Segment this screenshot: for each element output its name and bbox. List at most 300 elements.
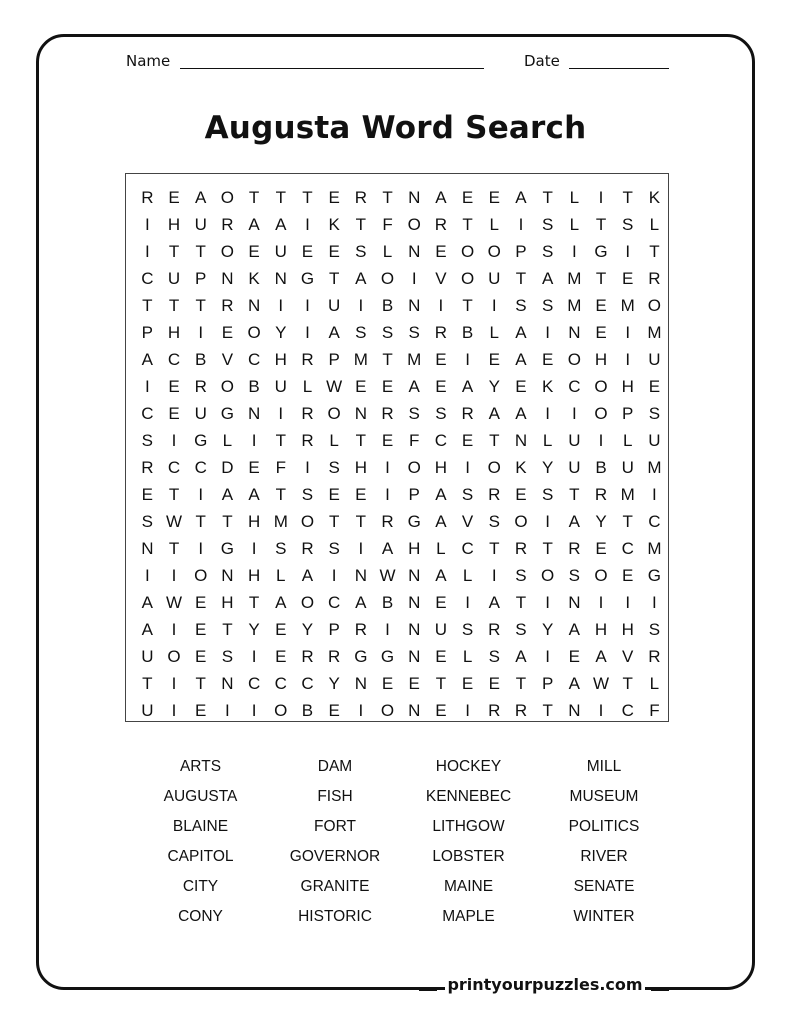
grid-letter: A — [221, 484, 234, 504]
grid-letter: I — [305, 295, 310, 315]
grid-letter: C — [141, 403, 154, 423]
grid-letter: A — [355, 592, 367, 612]
grid-letter: G — [194, 430, 208, 450]
grid-letter: T — [328, 511, 340, 531]
grid-letter: R — [648, 268, 661, 288]
grid-letter: E — [488, 673, 500, 693]
grid-letter: Y — [248, 619, 260, 639]
grid-letter: A — [435, 511, 447, 531]
grid-letter: E — [195, 592, 207, 612]
grid-letter: L — [622, 430, 633, 450]
word-list-item: DAM — [317, 758, 353, 775]
grid-row — [134, 508, 668, 535]
grid-letter: O — [594, 376, 608, 396]
grid-letter: U — [568, 430, 581, 450]
grid-letter: T — [222, 619, 233, 639]
grid-letter: Y — [541, 619, 554, 639]
grid-letter: F — [382, 214, 393, 234]
grid-letter: C — [648, 511, 661, 531]
word-list-item: HOCKEY — [435, 758, 502, 775]
grid-letter: I — [171, 619, 177, 639]
grid-letter: U — [274, 241, 287, 261]
grid-letter: T — [515, 268, 527, 288]
grid-letter: B — [595, 457, 607, 477]
grid-letter: P — [141, 322, 154, 342]
grid-letter: T — [222, 511, 233, 531]
grid-letter: T — [382, 349, 393, 369]
grid-letter: N — [568, 592, 581, 612]
date-field-line — [569, 68, 669, 69]
grid-letter: N — [408, 241, 421, 261]
grid-letter: I — [144, 241, 150, 261]
grid-letter: E — [488, 187, 500, 207]
grid-letter: E — [381, 430, 394, 450]
grid-letter: S — [461, 619, 474, 639]
grid-letter: R — [301, 403, 314, 423]
grid-letter: O — [327, 403, 341, 423]
grid-letter: T — [168, 241, 180, 261]
grid-letter: N — [354, 403, 367, 423]
grid-letter: I — [598, 700, 604, 720]
grid-letter: E — [622, 565, 634, 585]
grid-letter: I — [278, 403, 284, 423]
grid-letter: S — [568, 565, 581, 585]
grid-letter: S — [461, 484, 474, 504]
grid-letter: E — [461, 673, 474, 693]
grid-letter: U — [568, 457, 581, 477]
grid-letter: O — [647, 295, 662, 315]
grid-letter: L — [569, 187, 580, 207]
grid-letter: E — [435, 376, 447, 396]
grid-letter: R — [221, 295, 234, 315]
grid-letter: P — [515, 241, 527, 261]
grid-letter: N — [274, 268, 287, 288]
grid-letter: L — [329, 430, 339, 450]
grid-letter: E — [595, 322, 607, 342]
grid-letter: N — [568, 700, 581, 720]
grid-letter: T — [622, 511, 633, 531]
grid-letter: R — [381, 403, 394, 423]
footer-rule-right — [651, 988, 669, 991]
word-list-item: MAPLE — [442, 908, 495, 925]
grid-letter: C — [621, 700, 634, 720]
grid-letter: E — [195, 700, 207, 720]
grid-letter: E — [408, 673, 420, 693]
grid-letter: E — [168, 187, 180, 207]
grid-letter: E — [328, 187, 340, 207]
grid-letter: A — [568, 511, 581, 531]
grid-letter: O — [514, 511, 528, 531]
grid-letter: I — [305, 457, 310, 477]
grid-letter: T — [462, 214, 473, 234]
grid-letter: B — [248, 376, 260, 396]
grid-letter: I — [545, 322, 551, 342]
grid-letter: M — [273, 511, 288, 531]
grid-letter: L — [302, 376, 313, 396]
grid-letter: A — [541, 268, 554, 288]
grid-row — [134, 481, 668, 508]
grid-letter: W — [379, 565, 396, 585]
grid-letter: M — [407, 349, 422, 369]
grid-row — [134, 562, 668, 589]
grid-letter: T — [168, 295, 180, 315]
grid-letter: I — [598, 592, 604, 612]
grid-letter: R — [648, 646, 661, 666]
grid-letter: C — [167, 457, 181, 477]
grid-letter: A — [568, 673, 581, 693]
footer-rule-left — [419, 988, 437, 991]
word-list-item: LITHGOW — [432, 818, 505, 835]
grid-letter: A — [248, 484, 260, 504]
grid-row — [134, 346, 668, 373]
grid-letter: T — [195, 241, 206, 261]
grid-letter: R — [301, 430, 314, 450]
grid-letter: N — [408, 592, 421, 612]
grid-letter: M — [620, 295, 635, 315]
grid-letter: I — [518, 214, 524, 234]
grid-letter: S — [381, 322, 394, 342]
grid-row — [134, 373, 668, 400]
grid-letter: U — [167, 268, 181, 288]
word-list-item: WINTER — [573, 908, 635, 925]
grid-letter: T — [142, 295, 153, 315]
grid-letter: M — [647, 538, 662, 558]
grid-letter: A — [461, 376, 474, 396]
grid-letter: R — [434, 214, 448, 234]
grid-letter: T — [195, 673, 206, 693]
letter-grid — [134, 184, 668, 724]
grid-row — [134, 211, 668, 238]
grid-row — [134, 400, 668, 427]
grid-row — [134, 238, 668, 265]
grid-letter: I — [491, 295, 497, 315]
grid-letter: L — [462, 646, 473, 666]
grid-letter: I — [198, 484, 204, 504]
grid-letter: S — [408, 403, 420, 423]
grid-letter: U — [648, 430, 661, 450]
grid-letter: T — [649, 241, 660, 261]
grid-letter: O — [300, 511, 315, 531]
grid-letter: T — [462, 295, 473, 315]
grid-letter: N — [408, 619, 421, 639]
grid-letter: A — [301, 565, 314, 585]
grid-letter: A — [435, 565, 447, 585]
grid-letter: S — [328, 457, 340, 477]
grid-letter: R — [488, 619, 501, 639]
grid-letter: T — [542, 187, 553, 207]
grid-letter: I — [385, 619, 390, 639]
grid-letter: H — [621, 376, 634, 396]
grid-letter: N — [408, 295, 421, 315]
grid-letter: A — [488, 592, 500, 612]
grid-letter: E — [381, 673, 394, 693]
grid-letter: O — [300, 592, 315, 612]
grid-letter: E — [515, 376, 527, 396]
grid-letter: N — [221, 673, 234, 693]
grid-letter: U — [328, 295, 341, 315]
grid-letter: L — [649, 673, 660, 693]
grid-letter: A — [248, 214, 260, 234]
grid-letter: S — [221, 646, 234, 666]
grid-letter: Y — [488, 376, 500, 396]
grid-letter: W — [166, 592, 183, 612]
grid-letter: O — [194, 565, 208, 585]
grid-letter: U — [648, 349, 661, 369]
grid-letter: A — [275, 592, 287, 612]
grid-letter: N — [247, 295, 261, 315]
word-list-item: FISH — [317, 788, 353, 805]
grid-letter: I — [198, 538, 204, 558]
grid-letter: V — [221, 349, 234, 369]
grid-letter: T — [569, 484, 580, 504]
grid-letter: T — [302, 187, 313, 207]
grid-letter: T — [275, 430, 286, 450]
grid-letter: T — [328, 268, 340, 288]
grid-letter: P — [622, 403, 634, 423]
grid-letter: O — [220, 187, 235, 207]
grid-letter: K — [328, 214, 340, 234]
grid-letter: I — [625, 322, 631, 342]
grid-letter: S — [488, 646, 500, 666]
grid-letter: B — [461, 322, 474, 342]
grid-letter: S — [408, 322, 420, 342]
grid-letter: O — [594, 403, 608, 423]
grid-letter: P — [328, 349, 340, 369]
grid-letter: R — [194, 376, 207, 396]
grid-letter: M — [647, 322, 662, 342]
grid-letter: I — [251, 646, 257, 666]
grid-letter: A — [435, 484, 447, 504]
grid-row — [134, 589, 668, 616]
word-list — [130, 756, 670, 928]
grid-letter: T — [382, 187, 393, 207]
grid-letter: E — [648, 376, 661, 396]
grid-letter: I — [171, 673, 177, 693]
grid-letter: E — [461, 187, 474, 207]
word-list-item: ARTS — [179, 758, 222, 775]
grid-letter: R — [354, 619, 367, 639]
grid-letter: H — [274, 349, 287, 369]
grid-letter: T — [195, 511, 206, 531]
grid-letter: E — [195, 619, 207, 639]
grid-letter: E — [461, 430, 474, 450]
grid-letter: T — [515, 673, 527, 693]
grid-letter: E — [435, 700, 447, 720]
grid-letter: E — [541, 349, 554, 369]
grid-letter: I — [545, 511, 551, 531]
grid-letter: I — [278, 295, 284, 315]
grid-letter: E — [435, 349, 447, 369]
grid-letter: S — [515, 565, 527, 585]
grid-letter: O — [487, 241, 501, 261]
word-list-item: CITY — [182, 878, 219, 895]
grid-letter: I — [144, 214, 150, 234]
grid-letter: A — [328, 322, 340, 342]
grid-letter: N — [408, 646, 421, 666]
grid-row — [134, 670, 668, 697]
grid-letter: H — [594, 349, 608, 369]
grid-letter: N — [568, 322, 581, 342]
grid-letter: F — [275, 457, 286, 477]
grid-row — [134, 319, 668, 346]
grid-letter: U — [141, 646, 154, 666]
grid-letter: T — [622, 673, 633, 693]
grid-letter: A — [515, 403, 527, 423]
grid-letter: I — [171, 700, 177, 720]
grid-letter: O — [220, 376, 235, 396]
page-title: Augusta Word Search — [204, 110, 587, 146]
grid-row — [134, 535, 668, 562]
grid-letter: V — [622, 646, 634, 666]
word-list-item: MUSEUM — [569, 788, 639, 805]
grid-letter: A — [515, 349, 527, 369]
grid-letter: F — [409, 430, 420, 450]
grid-letter: R — [594, 484, 608, 504]
grid-letter: O — [460, 268, 475, 288]
grid-letter: H — [221, 592, 234, 612]
grid-letter: E — [248, 457, 260, 477]
word-list-item: HISTORIC — [298, 908, 372, 925]
grid-letter: E — [515, 484, 527, 504]
grid-letter: I — [625, 241, 631, 261]
grid-letter: E — [275, 619, 287, 639]
grid-letter: S — [141, 430, 154, 450]
grid-letter: L — [436, 538, 446, 558]
grid-letter: G — [407, 511, 421, 531]
grid-letter: O — [167, 646, 181, 666]
grid-letter: V — [461, 511, 474, 531]
grid-letter: R — [514, 538, 528, 558]
grid-letter: C — [247, 673, 261, 693]
grid-letter: S — [622, 214, 634, 234]
grid-letter: E — [275, 646, 287, 666]
grid-letter: S — [541, 295, 554, 315]
grid-letter: M — [567, 295, 582, 315]
grid-letter: R — [301, 538, 314, 558]
grid-letter: M — [567, 268, 582, 288]
grid-letter: M — [647, 457, 662, 477]
grid-row — [134, 616, 668, 643]
grid-letter: G — [594, 241, 608, 261]
grid-letter: S — [541, 214, 554, 234]
grid-letter: A — [515, 322, 527, 342]
grid-letter: U — [621, 457, 634, 477]
grid-letter: I — [491, 565, 497, 585]
grid-letter: C — [167, 349, 181, 369]
grid-letter: N — [354, 565, 367, 585]
grid-letter: C — [194, 457, 207, 477]
name-field-line — [180, 68, 484, 69]
grid-letter: E — [435, 646, 447, 666]
grid-letter: G — [354, 646, 368, 666]
grid-letter: L — [489, 214, 500, 234]
grid-letter: I — [358, 538, 364, 558]
grid-letter: T — [248, 187, 260, 207]
grid-letter: H — [594, 619, 608, 639]
grid-letter: E — [248, 241, 260, 261]
grid-letter: S — [541, 241, 554, 261]
grid-letter: A — [275, 214, 287, 234]
grid-letter: K — [541, 376, 554, 396]
grid-letter: I — [171, 430, 177, 450]
grid-letter: Y — [328, 673, 340, 693]
grid-letter: I — [198, 322, 204, 342]
grid-letter: B — [381, 295, 394, 315]
grid-letter: L — [542, 430, 553, 450]
grid-letter: A — [568, 619, 581, 639]
grid-letter: N — [221, 565, 234, 585]
grid-letter: A — [141, 592, 154, 612]
grid-letter: N — [354, 673, 367, 693]
grid-letter: I — [225, 700, 230, 720]
grid-letter: G — [647, 565, 662, 585]
grid-letter: L — [462, 565, 473, 585]
grid-letter: I — [251, 430, 257, 450]
grid-letter: C — [274, 673, 287, 693]
grid-letter: Y — [595, 511, 607, 531]
grid-letter: G — [220, 538, 235, 558]
grid-letter: Y — [541, 457, 554, 477]
grid-letter: A — [515, 646, 527, 666]
grid-letter: R — [488, 700, 501, 720]
grid-letter: A — [515, 187, 527, 207]
grid-letter: E — [355, 376, 367, 396]
grid-letter: S — [355, 322, 367, 342]
grid-letter: W — [593, 673, 610, 693]
word-list-item: SENATE — [573, 878, 635, 895]
grid-letter: O — [541, 565, 555, 585]
grid-letter: I — [652, 592, 657, 612]
grid-letter: A — [595, 646, 607, 666]
grid-letter: T — [355, 214, 367, 234]
grid-row — [134, 184, 668, 211]
grid-letter: E — [435, 241, 447, 261]
grid-letter: K — [248, 268, 260, 288]
word-list-item: CAPITOL — [167, 848, 234, 865]
grid-letter: I — [571, 241, 577, 261]
grid-letter: E — [381, 376, 394, 396]
grid-letter: R — [301, 349, 314, 369]
grid-letter: A — [141, 619, 154, 639]
grid-letter: T — [595, 268, 607, 288]
word-list-item: POLITICS — [568, 818, 640, 835]
grid-letter: R — [434, 322, 448, 342]
grid-letter: E — [301, 241, 314, 261]
grid-letter: A — [435, 187, 447, 207]
grid-letter: A — [408, 376, 420, 396]
grid-letter: T — [195, 295, 206, 315]
grid-letter: N — [247, 403, 261, 423]
grid-letter: S — [355, 241, 367, 261]
word-list-item: FORT — [314, 818, 356, 835]
grid-letter: S — [301, 484, 314, 504]
grid-row — [134, 427, 668, 454]
grid-letter: S — [275, 538, 287, 558]
grid-letter: T — [435, 673, 447, 693]
grid-letter: O — [460, 241, 475, 261]
grid-letter: V — [435, 268, 447, 288]
grid-letter: T — [489, 538, 500, 558]
grid-letter: C — [461, 538, 474, 558]
grid-letter: I — [465, 349, 470, 369]
grid-letter: T — [595, 214, 607, 234]
grid-letter: T — [168, 538, 180, 558]
grid-letter: E — [595, 538, 607, 558]
grid-letter: D — [221, 457, 234, 477]
grid-letter: L — [276, 565, 286, 585]
grid-letter: S — [648, 403, 661, 423]
grid-letter: R — [461, 403, 474, 423]
